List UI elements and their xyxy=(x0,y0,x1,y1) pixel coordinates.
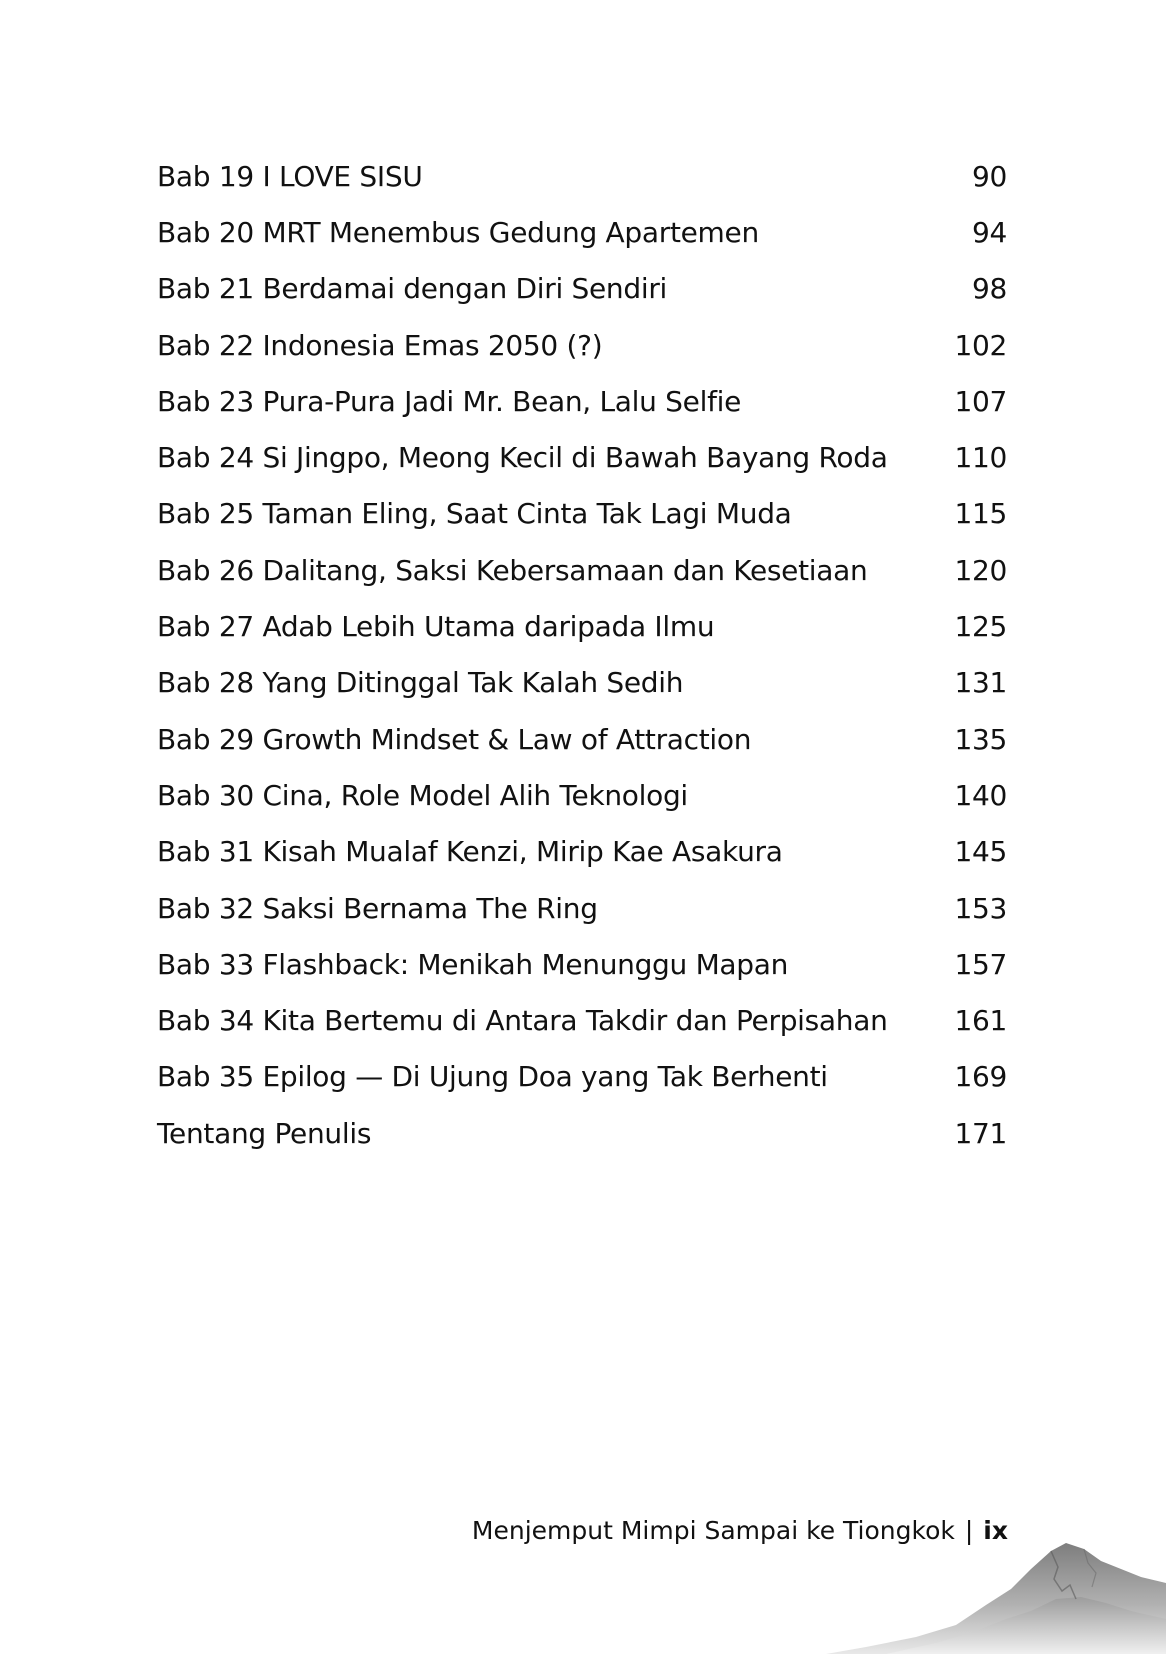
toc-entry-page: 153 xyxy=(954,891,1007,925)
toc-entry-page: 102 xyxy=(954,328,1007,362)
toc-entry-page: 161 xyxy=(954,1004,1007,1038)
toc-entry[interactable] xyxy=(157,767,1007,823)
toc-entry-title: Bab 33 Flashback: Menikah Menunggu Mapan xyxy=(157,947,789,981)
toc-entry-title: Bab 24 Si Jingpo, Meong Kecil di Bawah Bayang Roda xyxy=(157,441,888,475)
toc-entry-title: Bab 22 Indonesia Emas 2050 (?) xyxy=(157,328,603,362)
toc-entry-title: Bab 31 Kisah Mualaf Kenzi, Mirip Kae Asakura xyxy=(157,835,783,869)
toc-entry-title: Bab 32 Saksi Bernama The Ring xyxy=(157,891,598,925)
toc-entry[interactable] xyxy=(157,204,1007,260)
toc-entry[interactable] xyxy=(157,486,1007,542)
toc-entry[interactable] xyxy=(157,373,1007,429)
toc-entry[interactable] xyxy=(157,317,1007,373)
toc-entry-title: Bab 29 Growth Mindset & Law of Attraction xyxy=(157,722,752,756)
toc-entry-title: Bab 34 Kita Bertemu di Antara Takdir dan Perpisahan xyxy=(157,1004,888,1038)
toc-entry[interactable] xyxy=(157,429,1007,485)
toc-entry[interactable] xyxy=(157,655,1007,711)
toc-entry-page: 171 xyxy=(954,1116,1007,1150)
toc-entry-page: 110 xyxy=(954,441,1007,475)
toc-entry-page: 107 xyxy=(954,384,1007,418)
toc-entry-page: 135 xyxy=(954,722,1007,756)
toc-entry-title: Bab 19 I LOVE SISU xyxy=(157,159,423,193)
toc-entry-page: 115 xyxy=(954,497,1007,531)
toc-entry-page: 120 xyxy=(954,553,1007,587)
toc-entry-title: Bab 30 Cina, Role Model Alih Teknologi xyxy=(157,778,688,812)
toc-entry-title: Bab 25 Taman Eling, Saat Cinta Tak Lagi Muda xyxy=(157,497,792,531)
toc-entry-title: Bab 28 Yang Ditinggal Tak Kalah Sedih xyxy=(157,666,684,700)
toc-entry-page: 145 xyxy=(954,835,1007,869)
toc-entry-page: 94 xyxy=(971,215,1007,249)
toc-entry[interactable] xyxy=(157,598,1007,654)
toc-entry[interactable] xyxy=(157,1049,1007,1105)
toc-entry-page: 157 xyxy=(954,947,1007,981)
toc-entry-page: 140 xyxy=(954,778,1007,812)
footer-separator: | xyxy=(964,1516,974,1545)
toc-entry-title: Bab 21 Berdamai dengan Diri Sendiri xyxy=(157,272,668,306)
toc-entry[interactable] xyxy=(157,711,1007,767)
toc-entry-title: Bab 26 Dalitang, Saksi Kebersamaan dan Kesetiaan xyxy=(157,553,868,587)
toc-entry[interactable] xyxy=(157,261,1007,317)
toc-entry-page: 90 xyxy=(971,159,1007,193)
toc-entry[interactable] xyxy=(157,148,1007,204)
toc-entry-title: Bab 20 MRT Menembus Gedung Apartemen xyxy=(157,215,759,249)
toc-entry-page: 169 xyxy=(954,1060,1007,1094)
book-title: Menjemput Mimpi Sampai ke Tiongkok xyxy=(471,1516,955,1545)
mountain-illustration-icon xyxy=(826,1539,1166,1654)
toc-entry-title: Bab 23 Pura-Pura Jadi Mr. Bean, Lalu Selfie xyxy=(157,384,742,418)
toc-entry[interactable] xyxy=(157,936,1007,992)
toc-entry-page: 131 xyxy=(954,666,1007,700)
toc-entry-title: Tentang Penulis xyxy=(157,1116,372,1150)
toc-entry-title: Bab 27 Adab Lebih Utama daripada Ilmu xyxy=(157,610,715,644)
page-number: ix xyxy=(983,1516,1008,1545)
toc-entry[interactable] xyxy=(157,992,1007,1048)
toc-entry-title: Bab 35 Epilog — Di Ujung Doa yang Tak Berhenti xyxy=(157,1060,828,1094)
table-of-contents xyxy=(157,148,1007,1161)
toc-entry[interactable] xyxy=(157,824,1007,880)
toc-entry[interactable] xyxy=(157,542,1007,598)
toc-entry-page: 98 xyxy=(971,272,1007,306)
toc-entry[interactable] xyxy=(157,1105,1007,1161)
toc-entry-page: 125 xyxy=(954,610,1007,644)
toc-entry[interactable] xyxy=(157,880,1007,936)
